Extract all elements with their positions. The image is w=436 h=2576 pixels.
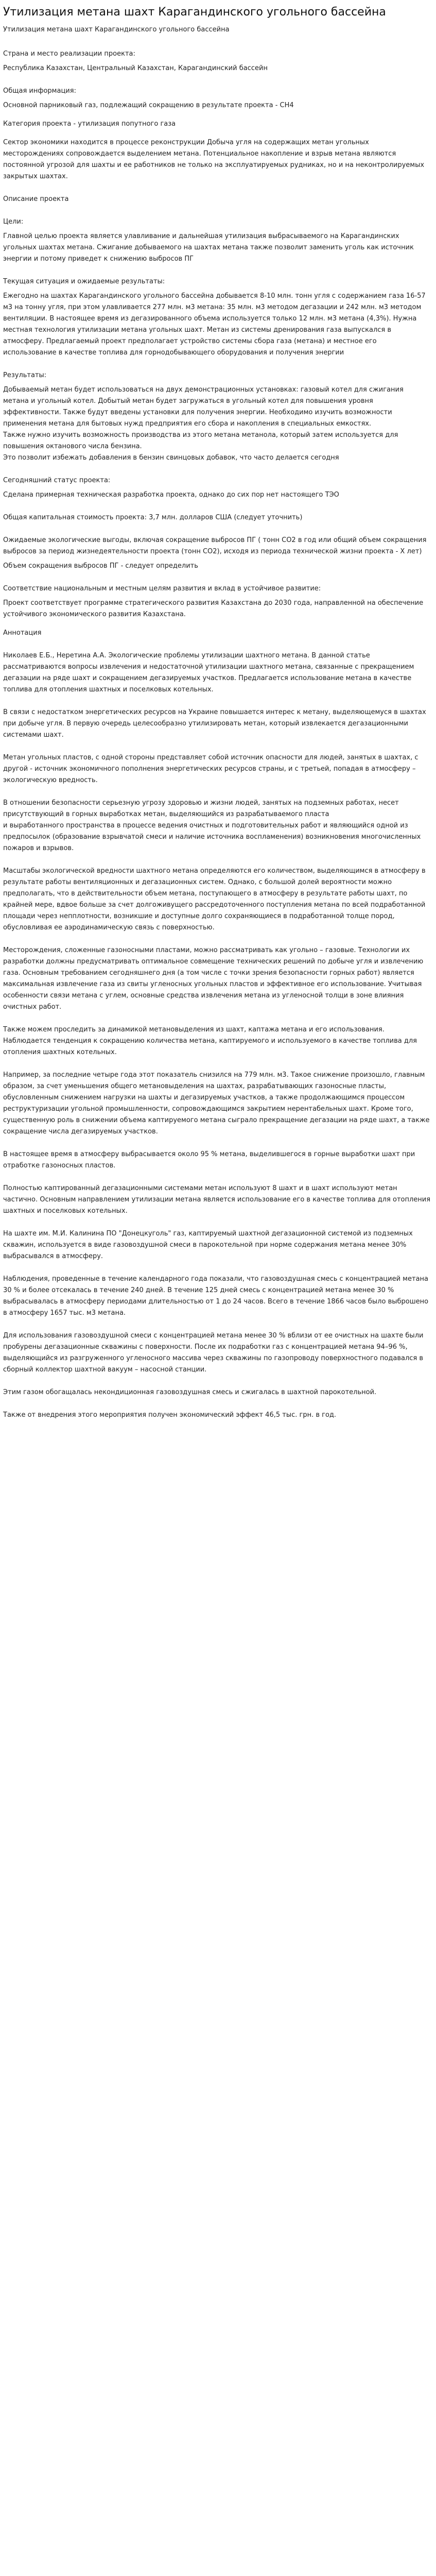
section-paragraph: Николаев Е.Б., Неретина А.А. Экологические проблемы утилизации шахтного метана. В данной статье рассматриваются вопросы извлечения и недостаточной утилизации шахтного метана, связанные с прекращением дегазации на ряде шахт и сокращением дегазируемых участков. Предлагается использование метана в качестве топлива для отопления шахтных и поселковых котельных. [3,652,414,693]
body-paragraph: Сделана примерная техническая разработка проекта, однако до сих пор нет настоящего ТЭО [3,491,339,499]
body-paragraph: Главной целью проекта является улавливание и дальнейшая утилизация выбрасываемого на Карагандинских угольных шахтах метана. Сжигание добываемого на шахтах метана также позволит заменить уголь как источник энергии и потому приведет к снижению выбросов ПГ [3,232,414,263]
section-paragraph: Наблюдения, проведенные в течение календарного года показали, что газовоздушная смесь с концентрацией метана 30 % и более отсекалась в течение 240 дней. В течение 125 дней смесь с концентрацией метана менее 30 % выбрасывалась в атмосферу периодами длительностью от 1 до 24 часов. Всего в течение 1866 часов было выброшено в атмосферу 1657 тыс. м3 метана. [3,1275,429,1317]
body-paragraph: Республика Казахстан, Центральный Казахстан, Карагандинский бассейн [3,64,268,72]
body-paragraph: Объем сокращения выбросов ПГ - следует определить [3,562,198,570]
section-paragraph: Соответствие национальным и местным целям развития и вклад в устойчивое развитие: [3,585,321,592]
section-paragraph: Сегодняшний статус проекта: [3,477,111,484]
body-paragraph: Ежегодно на шахтах Карагандинского угольного бассейна добывается 8-10 млн. тонн угля с содержанием газа 16-57 м3 на тонну угля, при этом улавливается 277 млн. м3 метана: 35 млн. м3 методом дегазации и 242 млн. м3 методом вентиляции. В настоящее время из дегазированного объема используется только 12 млн. м3 метана (4,3%). Нужна местная технология утилизации метана угольных шахт. Метан из системы дренирования газа выпускался в атмосферу. Предлагаемый проект предполагает устройство системы сбора газа (метана) и местное его использование в качестве топлива для горнодобывающего оборудования и получения энергии [3,292,426,357]
document-body [3,48,431,1421]
section-paragraph: Описание проекта [3,195,69,203]
section-paragraph: Общая капитальная стоимость проекта: 3,7 млн. долларов США (следует уточнить) [3,514,303,521]
section-paragraph: Месторождения, сложенные газоносными пластами, можно рассматривать как угольно – газовые. Технологии их разработки должны предусматривать оптимальное совмещение технических решений по добыче угля и извлечению газа. Основным требованием сегодняшнего дня (а том числе с точки зрения безопасности горных работ) является максимальная извлечение газа из свиты угленосных угольных пластов и эффективное его использование. Учитывая особенности связи метана с углем, основные средства извлечения метана из угленосной толщи в зоне влияния очистных работ. [3,946,424,1011]
section-paragraph: В настоящее время в атмосферу выбрасывается около 95 % метана, выделившегося в горные выработки шахт при отработке газоносных пластов. [3,1150,415,1170]
section-paragraph: Также можем проследить за динамикой метановыделения из шахт, каптажа метана и его использования. Наблюдается тенденция к сокращению количества метана, каптируемого и используемого в качестве топлива для отопления шахтных котельных. [3,1026,417,1056]
page-title: Утилизация метана шахт Карагандинского угольного бассейна [3,6,386,19]
section-paragraph: Результаты: [3,371,47,379]
section-paragraph: В отношении безопасности серьезную угрозу здоровью и жизни людей, занятых на подземных работах, несет присутствующий в горных выработках метан, выделяющийся из разрабатываемого пласта и выработанного пространства в процессе ведения очистных и подготовительных работ и являющийся одной из предпосылок (образование взрывчатой смеси и наличие источника воспламенения) возникновения многочисленных пожаров и взрывов. [3,799,421,852]
section-paragraph: Например, за последние четыре года этот показатель снизился на 779 млн. м3. Такое снижение произошло, главным образом, за счет уменьшения общего метановыделения на шахтах, разрабатывающих газоносные пласты, обусловленным снижением нагрузки на шахты и дегазируемых участков, а также продолжающимся процессом реструктуризации угольной промышленности, сопровождающимся закрытием нерентабельных шахт. Кроме того, существенную роль в снижении объема каптируемого метана сыграло прекращение дегазации на ряде шахт, а также сокращение числа дегазируемых участков. [3,1071,430,1136]
section-paragraph: На шахте им. М.И. Калинина ПО "Донецкуголь" газ, каптируемый шахтной дегазационной системой из подземных скважин, используется в виде газовоздушной смеси в парокотельной при норме содержания метана менее 30% выбрасывался в атмосферу. [3,1230,413,1260]
section-paragraph: Ожидаемые экологические выгоды, включая сокращение выбросов ПГ ( тонн СО2 в год или общий объем сокращения выбросов за период жизнедеятельности проекта (тонн СО2), исходя из периода технической жизни проекта - Х лет) [3,536,427,555]
body-paragraph: Сектор экономики находится в процессе реконструкции Добыча угля на содержащих метан угольных месторождениях сопровождается выделением метана. Потенциальное накопление и взрыв метана являются постоянной угрозой для шахты и ее работников не только на эксплуатируемых рудниках, но и на неконтролируемых закрытых шахтах. [3,139,425,180]
body-paragraph: Основной парниковый газ, подлежащий сокращению в результате проекта - СН4 [3,101,294,109]
section-paragraph: Полностью каптированный дегазационными системами метан используют 8 шахт и в шахт используют метан частично. Основным направлением утилизации метана является использование его в качестве топлива для отопления шахтных и поселковых котельных. [3,1184,431,1215]
section-paragraph: Масштабы экологической вредности шахтного метана определяются его количеством, выделяющимся в атмосферу в результате работы вентиляционных и дегазационных систем. Однако, с большой долей вероятности можно предполагать, что в действительности объем метана, поступающего в атмосферу в результате работы шахт, по крайней мере, вдвое больше за счет долгоживущего рассредоточенного поступления метана по всей подработанной площади через непплотности, возникшие и доступные долго сохраняющиеся в подработанной толще пород, обусловливая ее аэродинамическую связь с поверхностью. [3,867,426,931]
section-paragraph: Общая информация: [3,87,76,95]
section-paragraph: Страна и место реализации проекта: [3,50,135,58]
body-paragraph: Проект соответствует программе стратегического развития Казахстана до 2030 года, направленной на обеспечение устойчивого экономического развития Казахстана. [3,599,424,618]
section-paragraph: Этим газом обогащалась некондиционная газовоздушная смесь и сжигалась в шахтной парокотельной. [3,1388,377,1396]
section-paragraph: Текущая ситуация и ожидаемые результаты: [3,278,165,285]
body-paragraph: Добываемый метан будет использоваться на двух демонстрационных установках: газовый котел для сжигания метана и угольный котел. Добытый метан будет загружаться в угольный котел для повышения уровня эффективности. Также будут введены установки для получения энергии. Необходимо изучить возможности применения метана для бытовых нужд предприятия его сбора и накопления в специальных емкостях. Также нужно изучить возможность производства из этого метана метанола, который затем используется для повышения октанового числа бензина. Это позволит избежать добавления в бензин свинцовых добавок, что часто делается сегодня [3,386,404,462]
section-paragraph: Цели: [3,218,24,226]
page-subtitle: Утилизация метана шахт Карагандинского угольного бассейна [3,26,230,33]
section-paragraph: Метан угольных пластов, с одной стороны представляет собой источник опасности для людей, занятых в шахтах, с другой - источник экономичного пополнения энергетических ресурсов страны, и с третьей, попадая в атмосферу – экологическую вредность. [3,754,418,784]
section-paragraph: Также от внедрения этого мероприятия получен экономический эффект 46,5 тыс. грн. в год. [3,1411,337,1419]
section-paragraph: Для использования газовоздушной смеси с концентрацией метана менее 30 % вблизи от ее очистных на шахте были пробурены дегазационные скважины с поверхности. После их подработки газ с концентрацией метана 94–96 %, выделяющийся из разгруженного угленосного массива через скважины по газопроводу поверхностного подавался в сборный коллектор шахтной вакуум – насосной станции. [3,1332,424,1374]
body-paragraph: Аннотация [3,629,42,637]
body-paragraph: Категория проекта - утилизация попутного газа [3,120,176,128]
section-paragraph: В связи с недостатком энергетических ресурсов на Украине повышается интерес к метану, выделяющемуся в шахтах при добыче угля. В первую очередь целесообразно утилизировать метан, который извлекается дегазационными системами шахт. [3,708,426,739]
